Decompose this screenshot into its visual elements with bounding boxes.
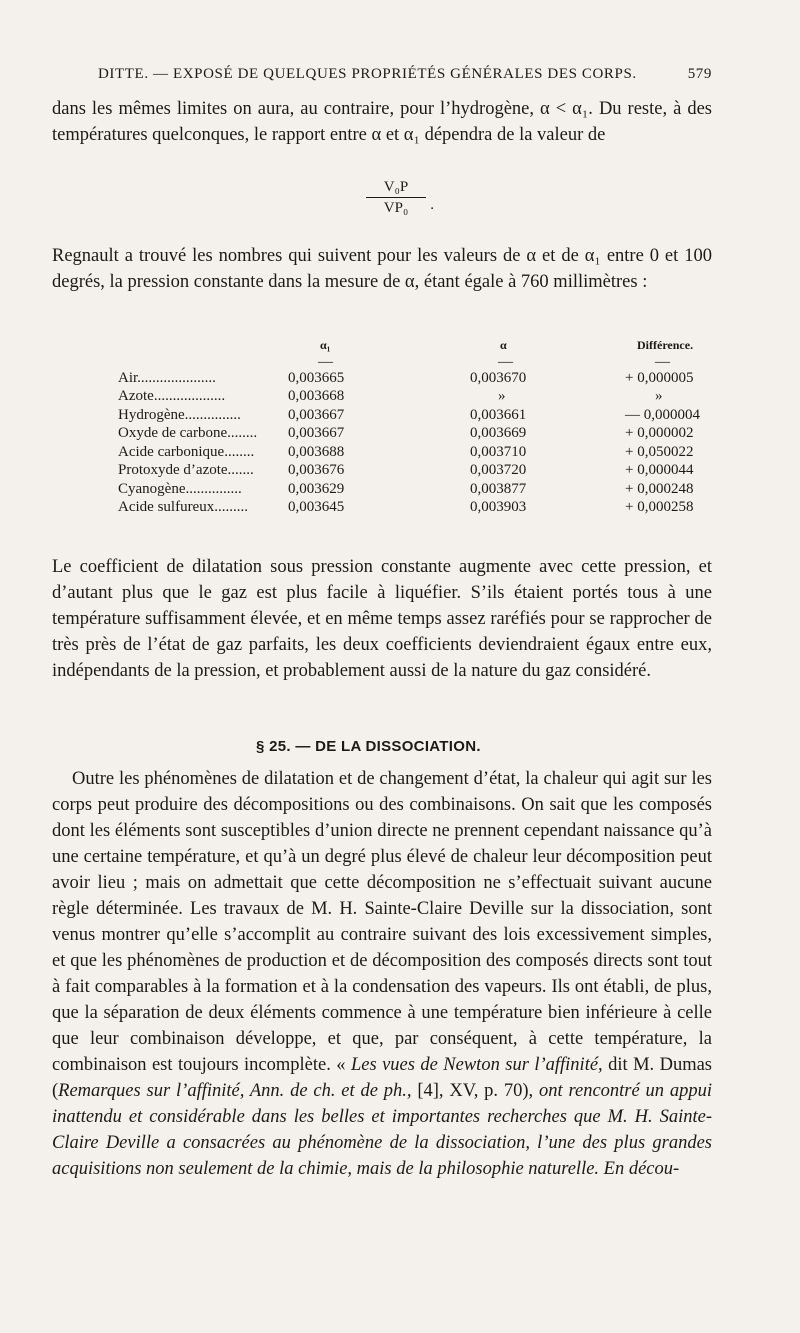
table-cell: 0,003688 (288, 443, 345, 460)
quote-dumas: ont rencontré un appui inattendu et considérable dans les belles et importantes recherches que M. H. Sainte-Claire Deville a consacrées au phénomène de la dissociation, l’une des plus grandes acquisitions non seulement de la chimie, mais de la philosophie naturelle. En décou- (52, 1081, 712, 1179)
header-title: DITTE. — EXPOSÉ DE QUELQUES PROPRIÉTÉS GÉNÉRALES DES CORPS. (98, 66, 637, 82)
formula-denominator: VP₀ (383, 200, 409, 216)
table-cell: + 0,000005 (625, 369, 694, 386)
running-header (98, 66, 712, 83)
table-cell: 0,003877 (470, 480, 527, 497)
table-cell: 0,003629 (288, 480, 345, 497)
table-row (118, 443, 767, 462)
paragraph-text: [4], XV, p. 70), (411, 1081, 539, 1101)
table-row (118, 424, 767, 443)
table-row (118, 498, 767, 517)
table-cell: Oxyde de carbone........ (118, 425, 258, 441)
table-cell: Cyanogène............... (118, 480, 242, 497)
reference-citation: Remarques sur l’affinité, Ann. de ch. et de ph., (58, 1081, 412, 1101)
paragraph-text: dit M. Dumas ( (52, 1055, 712, 1101)
page-number: 579 (687, 66, 712, 82)
table-header: Différence. (637, 338, 694, 352)
table-cell: 0,003676 (288, 462, 345, 478)
quote-newton: Les vues de Newton sur l’affinité, (350, 1055, 603, 1075)
table-cell: » (498, 388, 506, 404)
paragraph-intro: dans les mêmes limites on aura, au contraire, pour l’hydrogène, α < α₁. Du reste, à des températures quelconques, le rapport entre α et α₁ dépendra de la valeur de (52, 99, 712, 145)
table-cell: Acide sulfureux......... (118, 499, 248, 515)
formula-numerator: V₀P (366, 178, 426, 198)
table-dash: — (498, 353, 513, 370)
table-row (118, 480, 767, 499)
ratio-formula (366, 178, 434, 217)
paragraph-dissociation (52, 766, 712, 1182)
paragraph-text: Outre les phénomènes de dilatation et de changement d’état, la chaleur qui agit sur les corps peut produire des décompositions ou des combinaisons. On sait que les composés dont les éléments sont susceptibles d’union directe ne prennent cependant naissance qu’à une certaine température, et qu’à un degré plus élevé de chaleur leur décomposition peut avoir lieu ; mais on admettait que cette décomposition ne s’effectuait suivant aucune règle déterminée. Les travaux de M. H. Sainte-Claire Deville sur la dissociation, sont venus montrer qu’elle s’accomplit au contraire suivant des lois excessivement simples, et que les phénomènes de production et de décomposition des composés directs sont tout à fait comparables à la formation et à la condensation des vapeurs. Ils ont établi, de plus, que la séparation de deux éléments commence à une température bien inférieure à celle que leur combinaison développe, et que, par conséquent, à cette température, la combinaison est toujours incomplète. « (52, 769, 712, 1075)
paragraph-coefficient: Le coefficient de dilatation sous pression constante augmente avec cette pression, et d’autant plus que le gaz est plus facile à liquéfier. S’ils étaient portés tous à une température suffisamment élevée, et en même temps assez raréfiés pour se rapprocher de très près de l’état de gaz parfaits, les deux coefficients deviendraient égaux entre eux, indépendants de la pression, et probablement aussi de la nature du gaz considéré. (52, 557, 712, 681)
table-cell: 0,003668 (288, 388, 345, 404)
table-row (118, 369, 767, 388)
table-row (118, 461, 767, 480)
table-cell: + 0,000248 (625, 480, 694, 497)
table-cell: Hydrogène............... (118, 406, 241, 423)
table-cell: — 0,000004 (625, 406, 700, 423)
table-cell: Acide carbonique........ (118, 443, 255, 460)
table-cell: 0,003669 (470, 425, 527, 441)
formula-dot: . (430, 197, 434, 213)
table-header: α₁ (320, 338, 331, 352)
coefficient-table (118, 336, 767, 517)
table-cell: + 0,000044 (625, 462, 694, 478)
table-cell: Azote................... (118, 388, 226, 404)
table-cell: » (655, 388, 663, 404)
table-cell: 0,003645 (288, 499, 345, 515)
table-cell: 0,003903 (470, 499, 527, 515)
table-cell: 0,003661 (470, 406, 527, 423)
table-cell: 0,003720 (470, 462, 527, 478)
paragraph-regnault: Regnault a trouvé les nombres qui suivent pour les valeurs de α et de α₁ entre 0 et 100 degrés, la pression constante dans la mesure de α, étant égale à 760 millimètres : (52, 246, 712, 292)
table-cell: 0,003665 (288, 369, 345, 386)
table-cell: + 0,000002 (625, 425, 694, 441)
table-cell: 0,003670 (470, 369, 527, 386)
table-dash: — (655, 353, 670, 370)
table-cell: + 0,000258 (625, 499, 694, 515)
table-cell: 0,003667 (288, 406, 345, 423)
table-cell: 0,003710 (470, 443, 527, 460)
table-header: α (500, 338, 507, 352)
table-dash-row (118, 355, 767, 369)
table-cell: + 0,050022 (625, 443, 694, 460)
table-dash: — (318, 353, 333, 370)
table-row (118, 387, 767, 406)
table-cell: Protoxyde d’azote....... (118, 462, 254, 478)
table-cell: 0,003667 (288, 425, 345, 441)
section-heading: § 25. — DE LA DISSOCIATION. (256, 738, 481, 755)
table-dash (118, 355, 288, 369)
table-header (118, 336, 288, 355)
table-cell: Air..................... (118, 369, 216, 386)
table-header-row (118, 336, 767, 355)
table-row (118, 406, 767, 425)
